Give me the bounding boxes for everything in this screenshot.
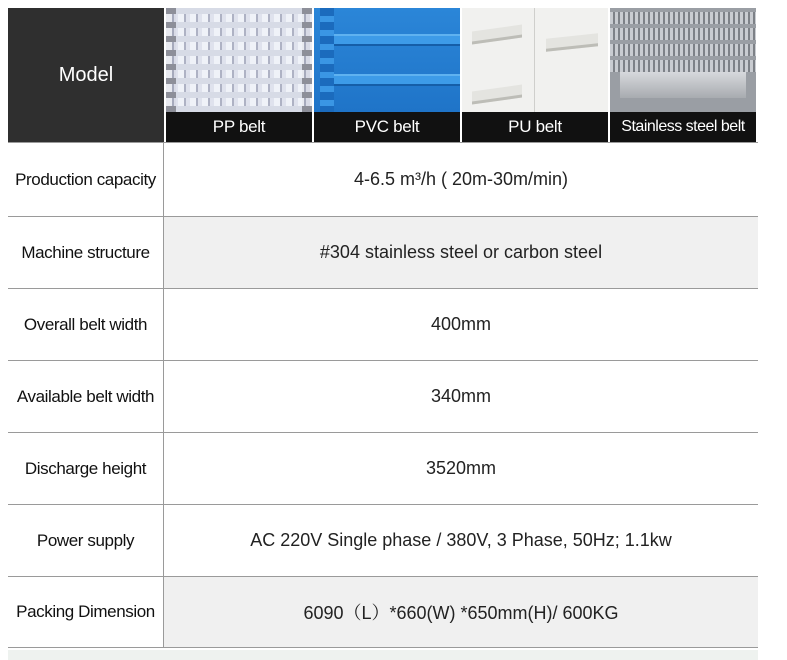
row-value: 4-6.5 m³/h ( 20m-30m/min) [353, 169, 569, 189]
bottom-strip [8, 650, 758, 660]
stainless-steel-belt-photo-icon [610, 8, 756, 112]
row-label: Discharge height [8, 433, 164, 504]
table-row [8, 216, 758, 288]
row-label: Available belt width [8, 361, 164, 432]
belt-column-pvc [314, 8, 460, 142]
row-value: #304 stainless steel or carbon steel [164, 217, 758, 288]
belt-label-pvc: PVC belt [314, 112, 460, 142]
row-label: Overall belt width [8, 289, 164, 360]
row-value: AC 220V Single phase / 380V, 3 Phase, 50Hz; 1.1kw [250, 530, 672, 550]
row-value: 6090（L）*660(W) *650mm(H)/ 600KG [164, 577, 758, 647]
table-row [8, 288, 758, 360]
row-label: Packing Dimension [8, 577, 164, 647]
row-value: 3520mm [425, 458, 497, 478]
pp-belt-photo-icon [166, 8, 312, 112]
belt-label-pp: PP belt [166, 112, 312, 142]
belt-label-stainless: Stainless steel belt [610, 112, 756, 142]
row-value: 400mm [430, 314, 492, 334]
row-value: 340mm [430, 386, 492, 406]
pu-belt-photo-icon [462, 8, 608, 112]
belt-column-pu [462, 8, 608, 142]
row-label: Production capacity [8, 143, 164, 216]
spec-table [8, 8, 758, 648]
table-row [8, 142, 758, 216]
belt-column-pp [166, 8, 312, 142]
row-label: Machine structure [8, 217, 164, 288]
table-row [8, 504, 758, 576]
table-header [8, 8, 758, 142]
table-row [8, 432, 758, 504]
model-header-cell: Model [8, 8, 164, 142]
pvc-belt-photo-icon [314, 8, 460, 112]
table-row [8, 576, 758, 648]
belt-label-pu: PU belt [462, 112, 608, 142]
table-row [8, 360, 758, 432]
belt-column-stainless [610, 8, 756, 142]
row-label: Power supply [8, 505, 164, 576]
